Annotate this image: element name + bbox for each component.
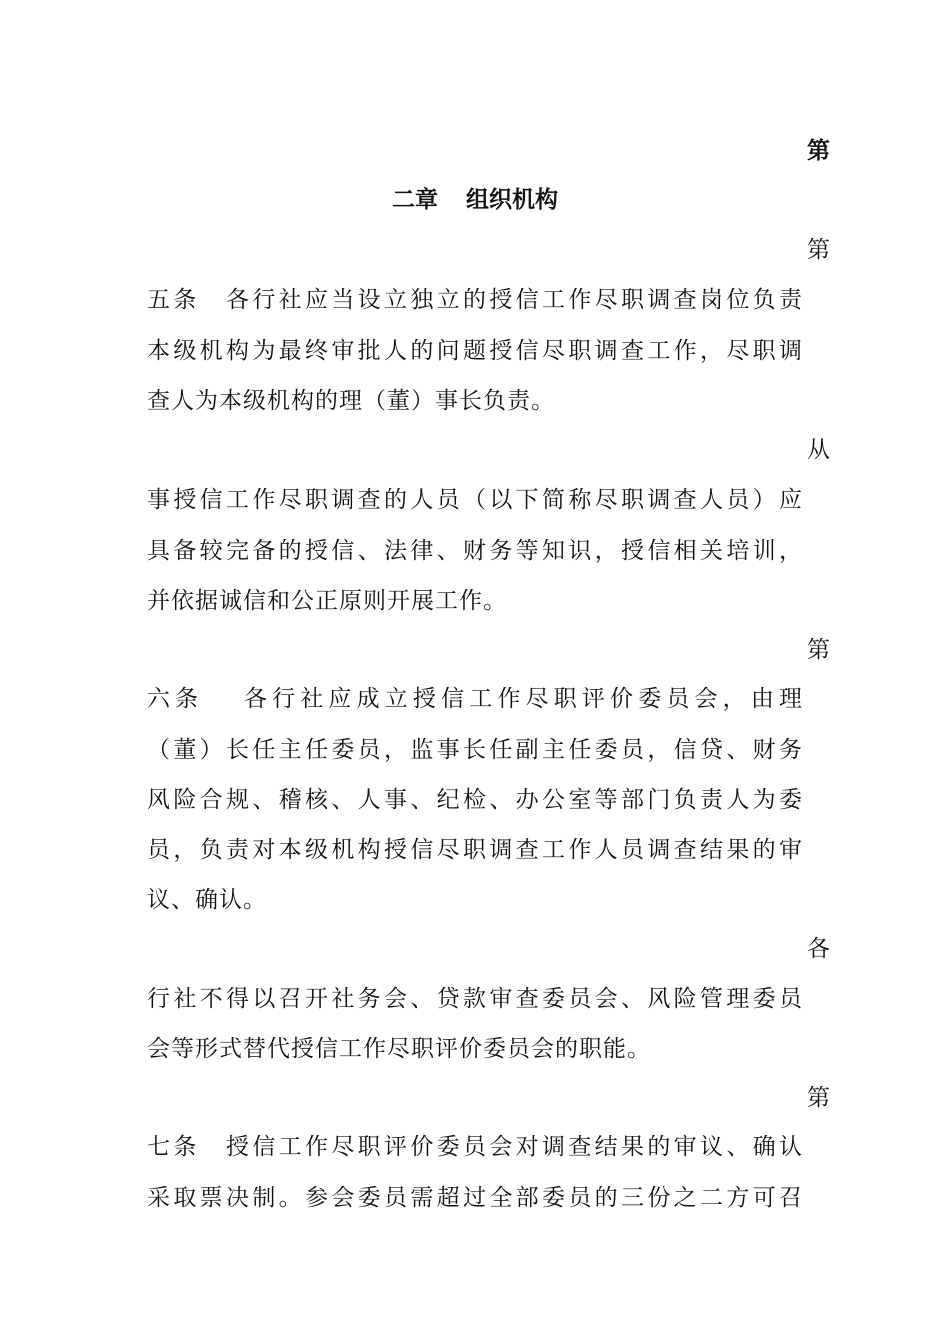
article-6b-prefix: 各	[807, 936, 830, 962]
chapter-heading-prefix: 第	[807, 137, 830, 164]
article-6-line: 风险合规、稽核、人事、纪检、办公室等部门负责人为委	[147, 787, 803, 813]
article-5-line: 本级机构为最终审批人的问题授信尽职调查工作，尽职调	[147, 338, 803, 364]
article-5-line: 查人为本级机构的理（董）事长负责。	[147, 388, 555, 414]
article-6b-line: 行社不得以召开社务会、贷款审查委员会、风险管理委员	[147, 986, 803, 1012]
article-6-line: （董）长任主任委员，监事长任副主任委员，信贷、财务	[147, 737, 803, 763]
chapter-number: 二章	[392, 186, 438, 213]
article-5b-prefix: 从	[807, 437, 830, 463]
article-6b-line: 会等形式替代授信工作尽职评价委员会的职能。	[147, 1036, 651, 1062]
article-6-line: 员，负责对本级机构授信尽职调查工作人员调查结果的审	[147, 837, 803, 863]
article-5b-line: 具备较完备的授信、法律、财务等知识，授信相关培训，	[147, 538, 803, 564]
article-7-line: 七条 授信工作尽职评价委员会对调查结果的审议、确认	[147, 1134, 803, 1160]
article-5b-line: 事授信工作尽职调查的人员（以下简称尽职调查人员）应	[147, 487, 803, 513]
article-5b-line: 并依据诚信和公正原则开展工作。	[147, 588, 507, 614]
article-5-prefix: 第	[807, 237, 830, 263]
article-7-line: 采取票决制。参会委员需超过全部委员的三份之二方可召	[147, 1185, 803, 1211]
article-7-prefix: 第	[807, 1085, 830, 1111]
article-5-line: 五条 各行社应当设立独立的授信工作尽职调查岗位负责	[147, 287, 803, 313]
chapter-name: 组织机构	[466, 186, 558, 213]
article-6-line: 六条 各行社应成立授信工作尽职评价委员会，由理	[147, 686, 803, 712]
chapter-title	[0, 185, 950, 215]
article-6-line: 议、确认。	[147, 887, 267, 913]
article-6-prefix: 第	[807, 637, 830, 663]
